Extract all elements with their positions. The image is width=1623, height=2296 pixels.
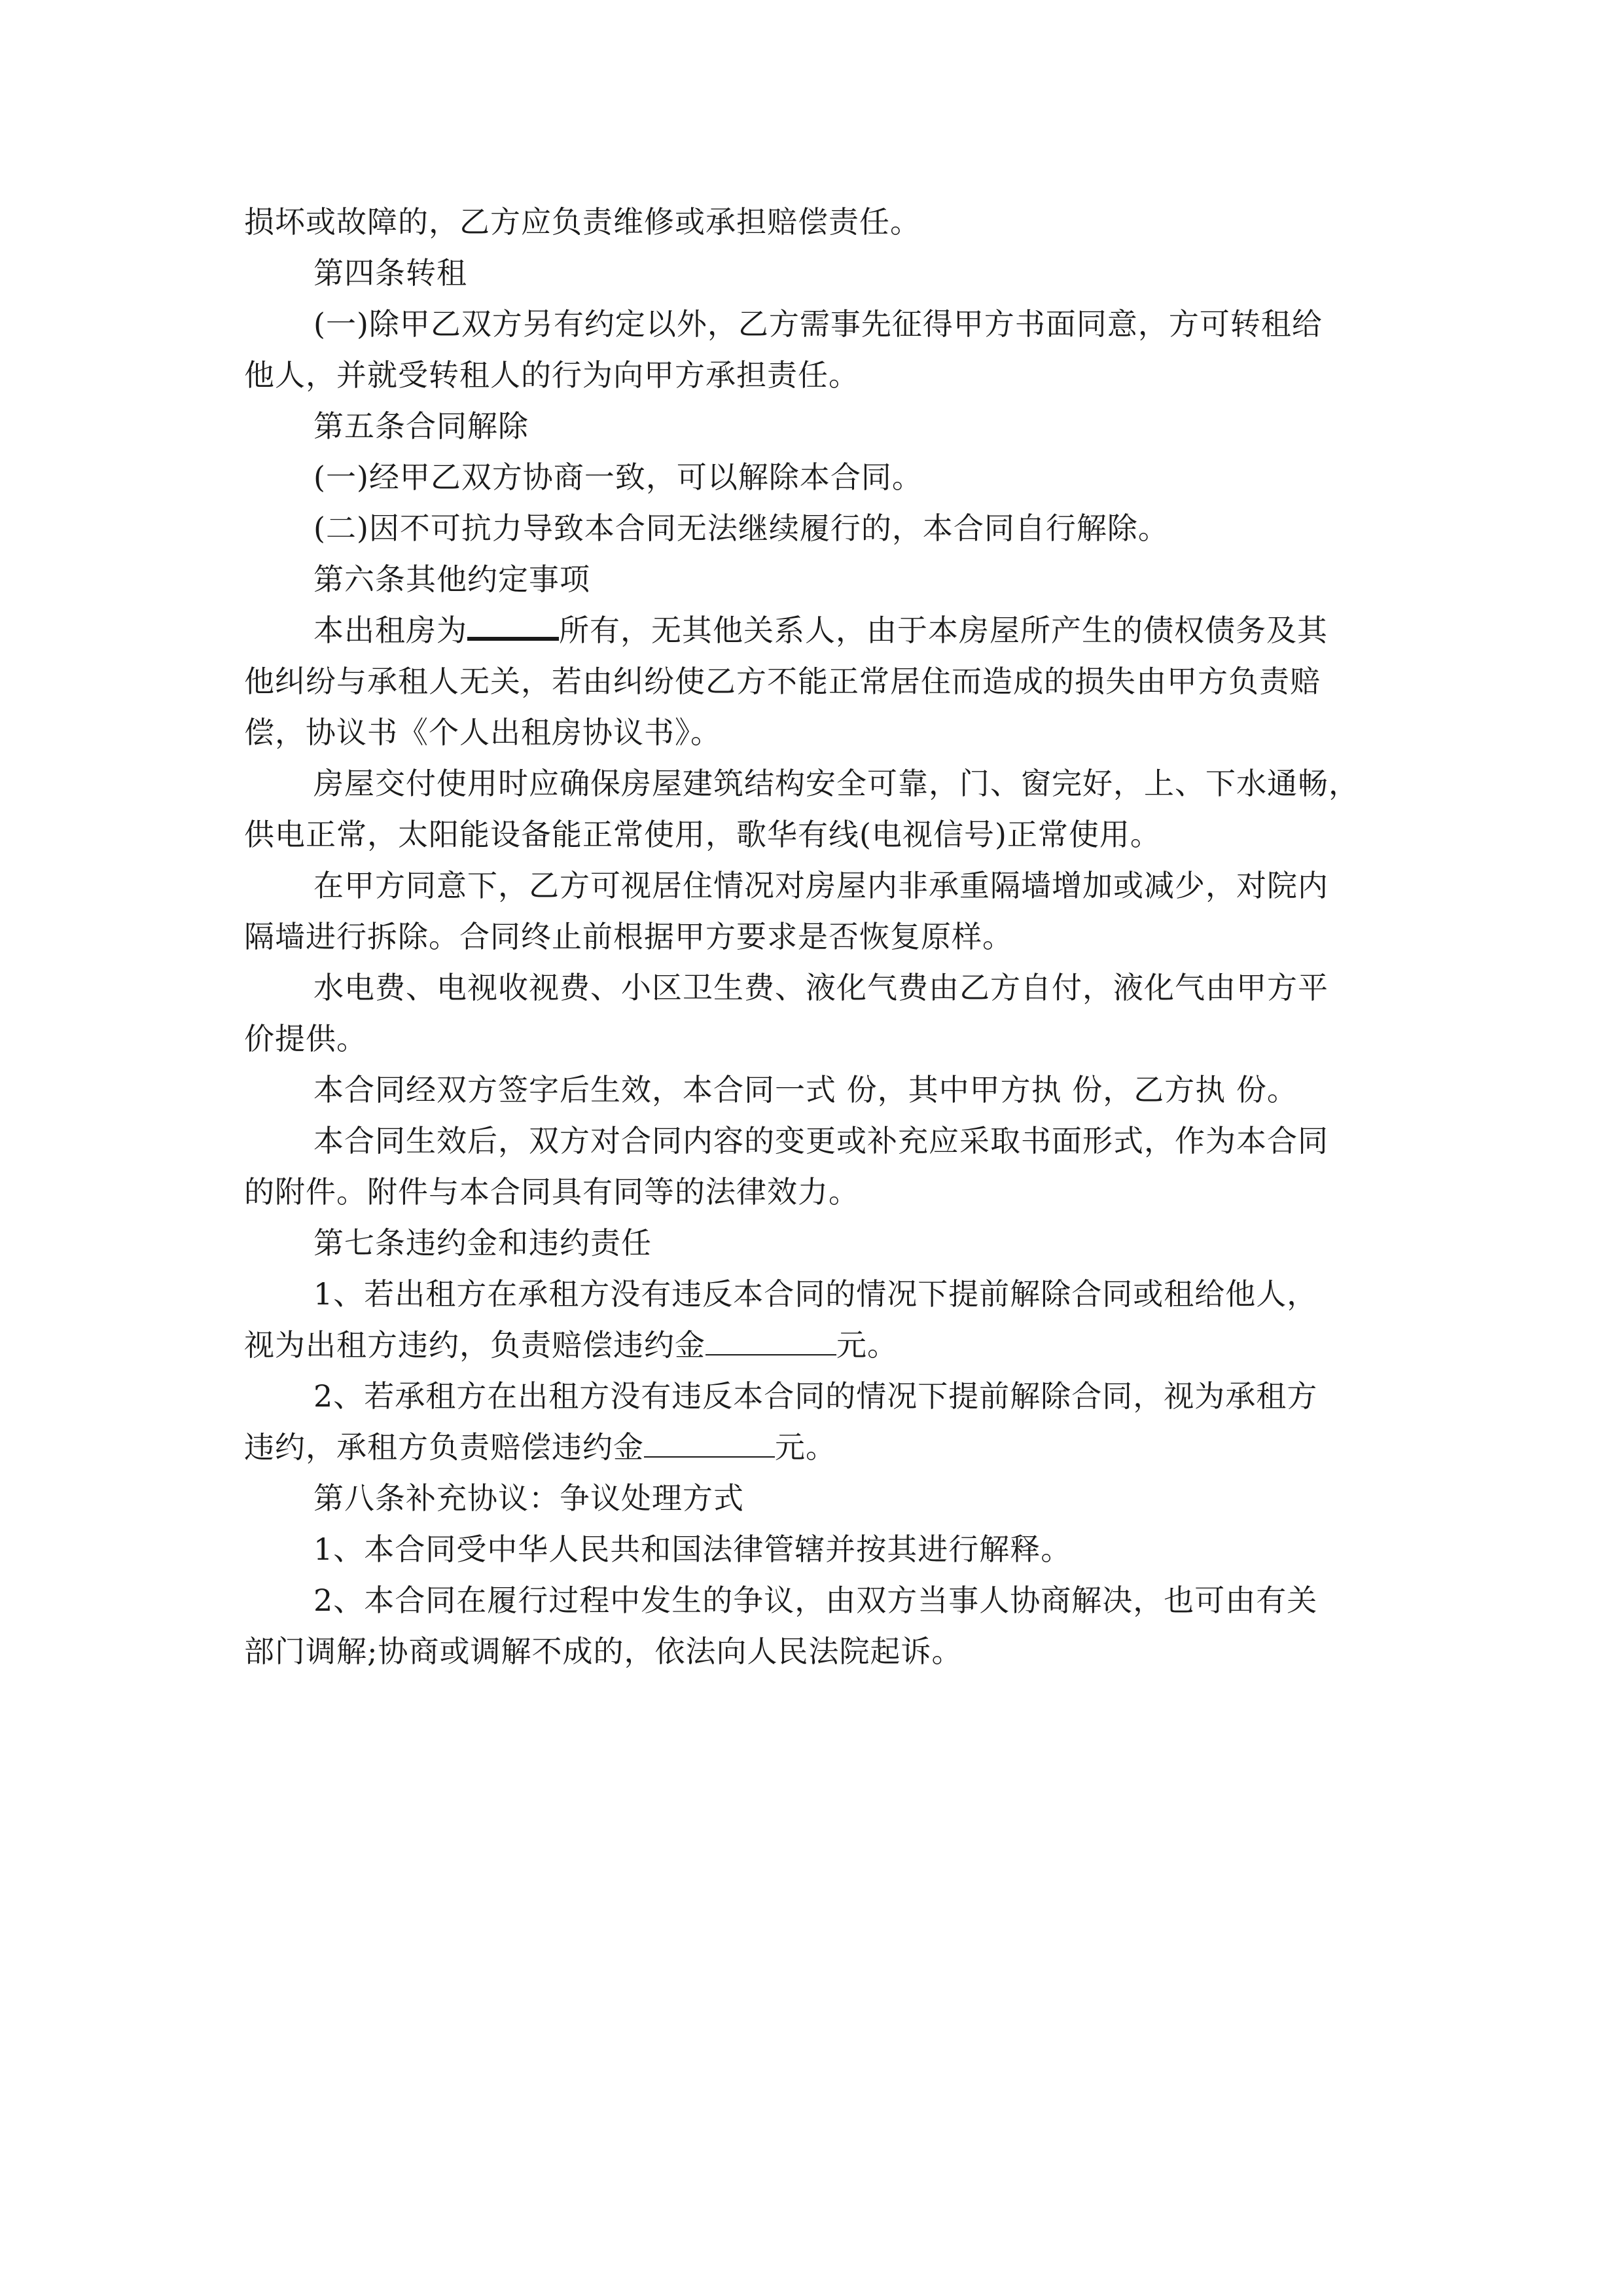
paragraph-line: 偿，协议书《个人出租房协议书》。	[244, 715, 721, 750]
paragraph-line: (二)因不可抗力导致本合同无法继续履行的，本合同自行解除。	[313, 511, 1169, 546]
paragraph-line: 在甲方同意下，乙方可视居住情况对房屋内非承重隔墙增加或减少，对院内	[313, 868, 1329, 903]
penalty-amount-blank[interactable]	[705, 1335, 836, 1355]
paragraph-line	[244, 1319, 1386, 1371]
penalty-text-after: 元。	[775, 1429, 836, 1465]
paragraph-line: 2、若承租方在出租方没有违反本合同的情况下提前解除合同，视为承租方	[313, 1378, 1318, 1414]
penalty-text-before: 视为出租方违约，负责赔偿违约金	[244, 1327, 705, 1363]
paragraph-line: (一)经甲乙双方协商一致，可以解除本合同。	[313, 459, 923, 495]
paragraph-line: 本合同生效后，双方对合同内容的变更或补充应采取书面形式，作为本合同	[313, 1123, 1329, 1158]
paragraph-line: 他纠纷与承租人无关，若由纠纷使乙方不能正常居住而造成的损失由甲方负责赔	[244, 664, 1321, 699]
article-heading: 第八条补充协议：争议处理方式	[313, 1480, 744, 1516]
ownership-text-after: 所有，无其他关系人，由于本房屋所产生的债权债务及其	[559, 613, 1328, 648]
owner-blank[interactable]	[467, 617, 559, 641]
paragraph-line: 部门调解;协商或调解不成的，依法向人民法院起诉。	[244, 1634, 963, 1669]
article-heading: 第五条合同解除	[313, 408, 529, 444]
paragraph-line: 他人，并就受转租人的行为向甲方承担责任。	[244, 357, 859, 393]
paragraph-line	[244, 1422, 1386, 1473]
article-heading: 第六条其他约定事项	[313, 562, 590, 597]
penalty-text-before: 违约，承租方负责赔偿违约金	[244, 1429, 644, 1465]
paragraph-line: 的附件。附件与本合同具有同等的法律效力。	[244, 1174, 859, 1210]
paragraph-line: 供电正常，太阳能设备能正常使用，歌华有线(电视信号)正常使用。	[244, 817, 1161, 852]
contract-body	[244, 196, 1386, 1677]
ownership-text-before: 本出租房为	[313, 613, 467, 648]
article-heading: 第七条违约金和违约责任	[313, 1225, 652, 1261]
paragraph-line: 1、本合同受中华人民共和国法律管辖并按其进行解释。	[313, 1532, 1072, 1567]
paragraph-line: 1、若出租方在承租方没有违反本合同的情况下提前解除合同或租给他人，	[313, 1276, 1318, 1312]
paragraph-line: 损坏或故障的，乙方应负责维修或承担赔偿责任。	[244, 204, 921, 240]
penalty-amount-blank[interactable]	[644, 1437, 775, 1458]
paragraph-line: (一)除甲乙双方另有约定以外，乙方需事先征得甲方书面同意，方可转租给	[313, 306, 1323, 342]
paragraph-line	[244, 605, 1386, 656]
paragraph-line: 隔墙进行拆除。合同终止前根据甲方要求是否恢复原样。	[244, 919, 1013, 954]
paragraph-line: 2、本合同在履行过程中发生的争议，由双方当事人协商解决，也可由有关	[313, 1583, 1318, 1618]
paragraph-line: 价提供。	[244, 1021, 367, 1056]
paragraph-line: 水电费、电视收视费、小区卫生费、液化气费由乙方自付，液化气由甲方平	[313, 970, 1329, 1005]
paragraph-line: 房屋交付使用时应确保房屋建筑结构安全可靠，门、窗完好，上、下水通畅，	[313, 766, 1359, 801]
paragraph-line: 本合同经双方签字后生效，本合同一式 份，其中甲方执 份，乙方执 份。	[313, 1072, 1298, 1107]
penalty-text-after: 元。	[836, 1327, 898, 1363]
article-heading: 第四条转租	[313, 255, 467, 291]
